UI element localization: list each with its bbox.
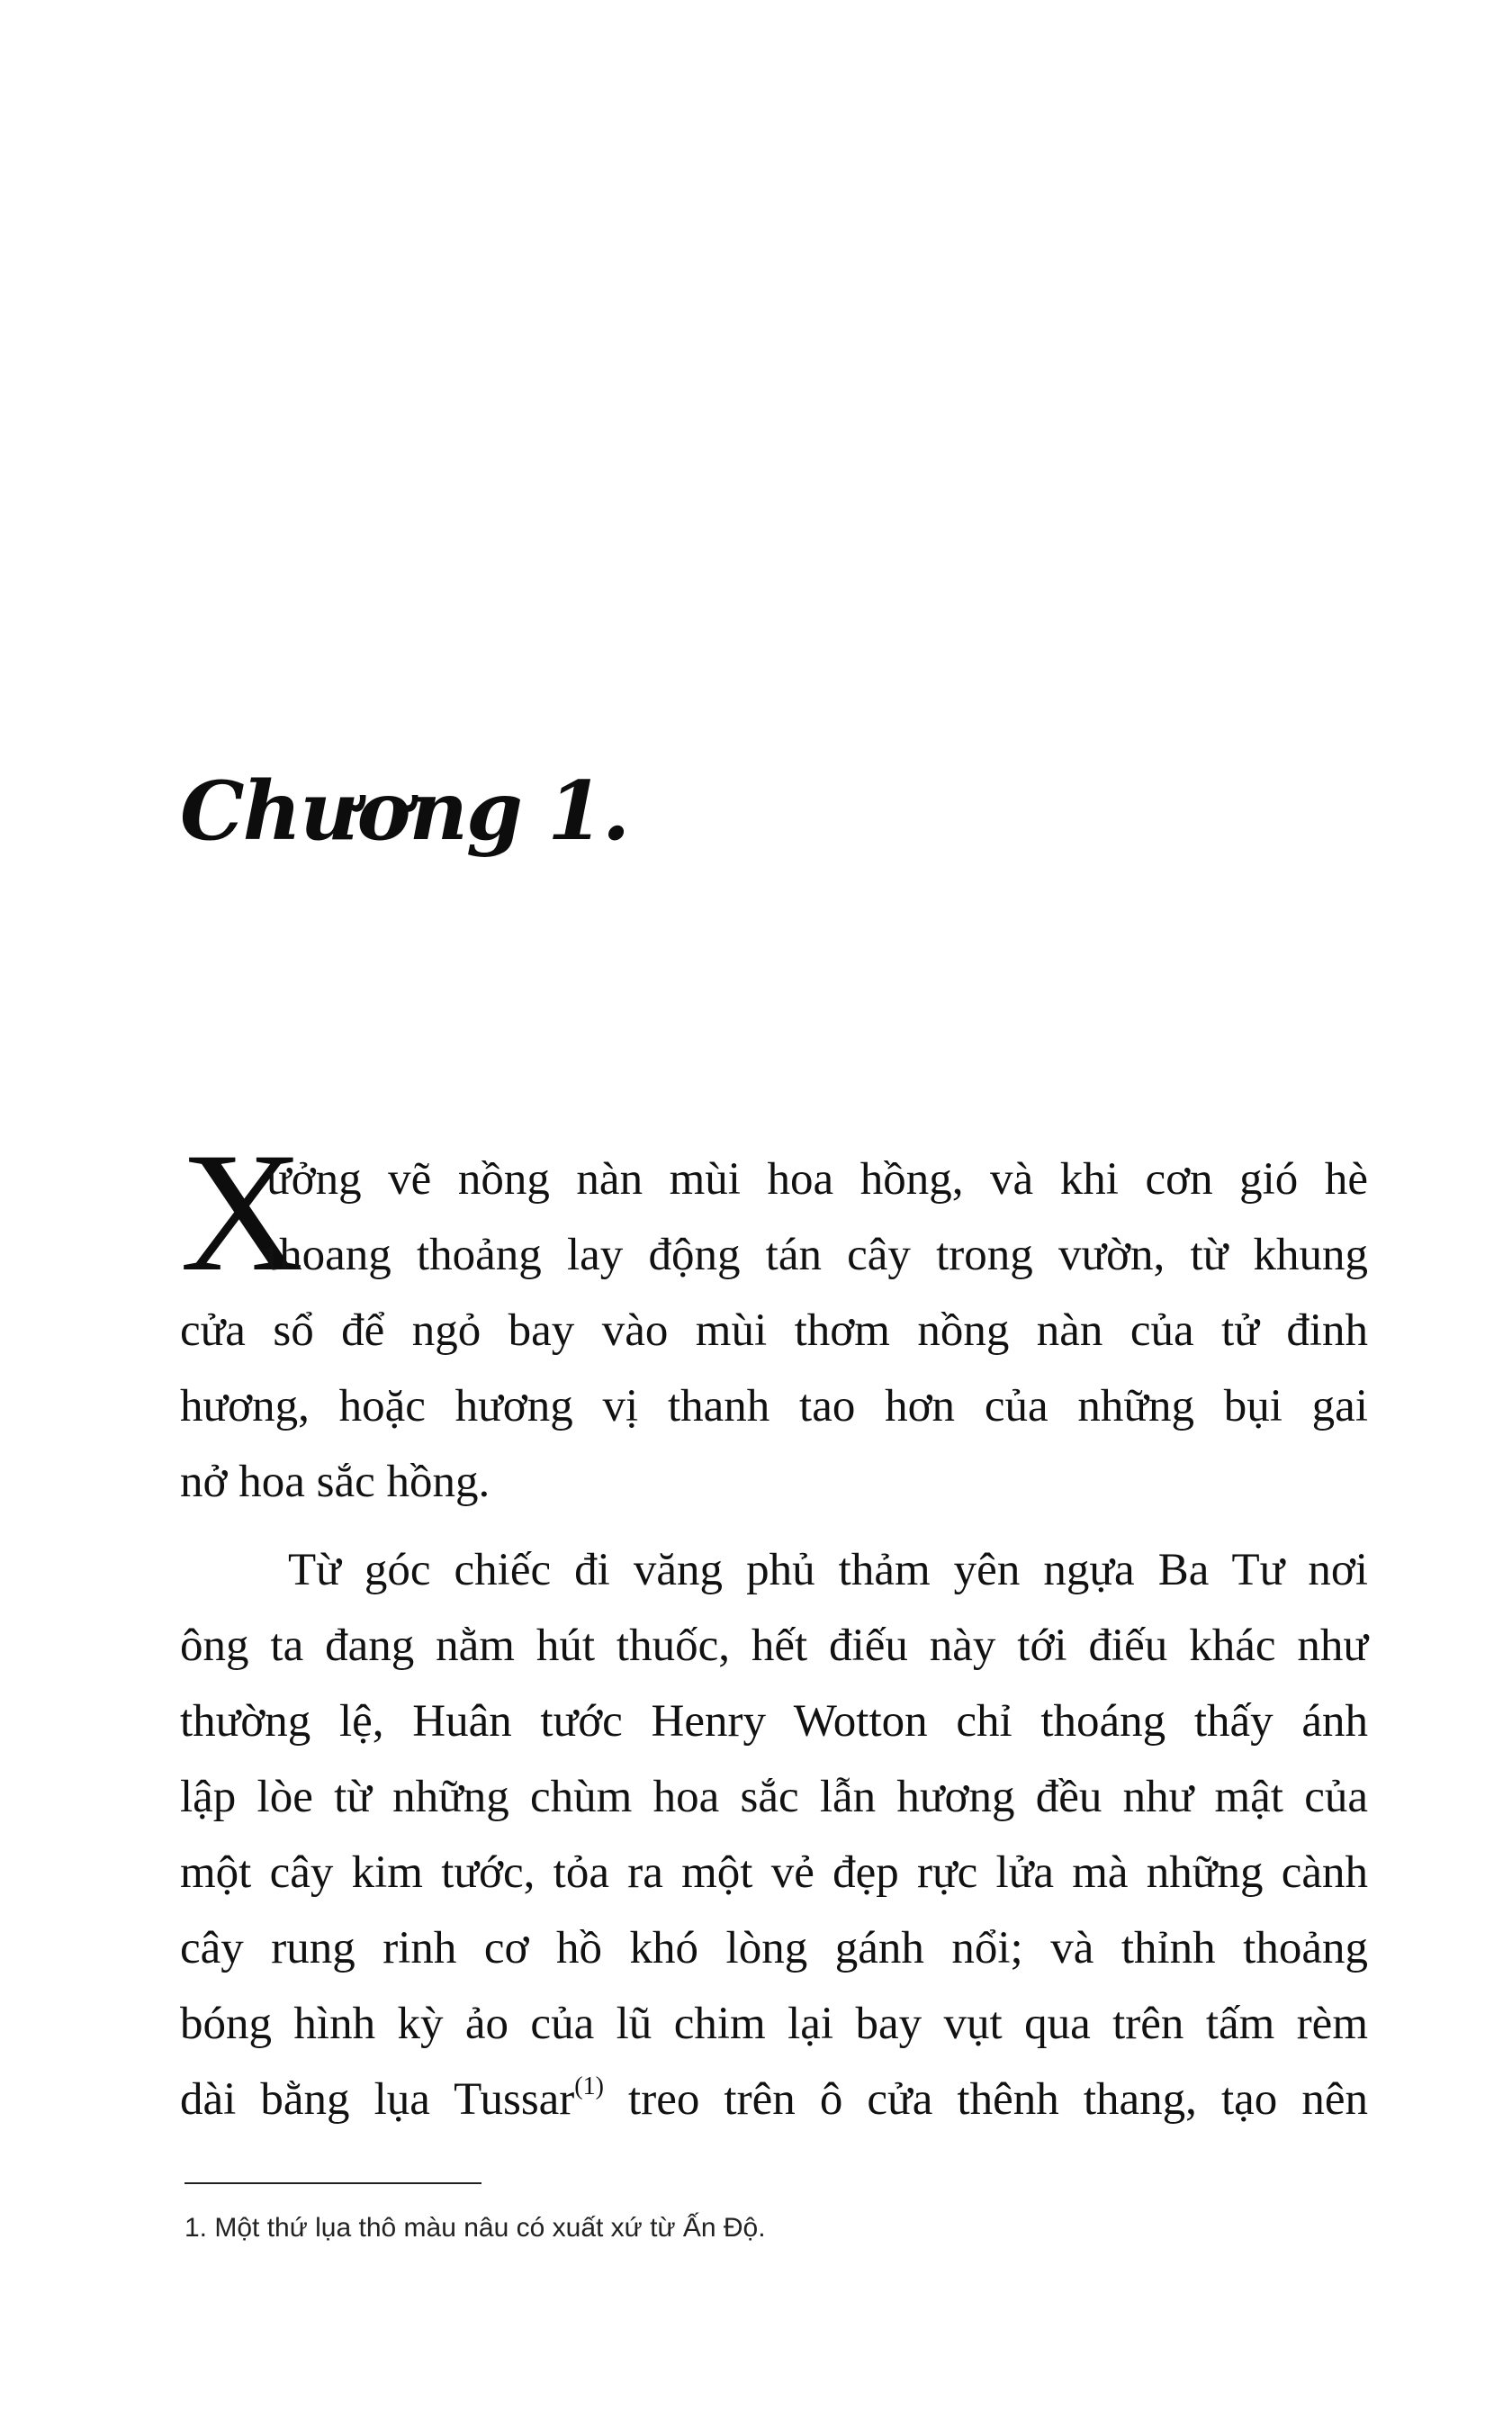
paragraph-2-line: ông ta đang nằm hút thuốc, hết điếu này tới điếu khác như: [180, 1621, 1368, 1671]
paragraph-2-line: một cây kim tước, tỏa ra một vẻ đẹp rực lửa mà những cành: [180, 1847, 1368, 1898]
drop-cap: X: [180, 1118, 304, 1307]
last-line-end: treo trên ô cửa thênh thang, tạo nên: [603, 2074, 1369, 2125]
paragraph-1-line: thoang thoảng lay động tán cây trong vườn, từ khung: [266, 1230, 1368, 1280]
paragraph-1-line: hương, hoặc hương vị thanh tao hơn của những bụi gai: [180, 1381, 1368, 1431]
chapter-title: Chương 1.: [180, 763, 629, 859]
paragraph-2-line: bóng hình kỳ ảo của lũ chim lại bay vụt qua trên tấm rèm: [180, 1999, 1368, 2049]
footnote: 1. Một thứ lụa thô màu nâu có xuất xứ từ Ấn Độ.: [184, 2213, 766, 2243]
paragraph-1-line: cửa sổ để ngỏ bay vào mùi thơm nồng nàn của tử đinh: [180, 1305, 1368, 1356]
paragraph-2: [180, 1532, 1368, 2137]
footnote-reference[interactable]: (1): [574, 2072, 604, 2100]
paragraph-1: [180, 1142, 1368, 1520]
paragraph-2-line: Từ góc chiếc đi văng phủ thảm yên ngựa Ba Tư nơi: [288, 1545, 1368, 1595]
paragraph-2-line: lập lòe từ những chùm hoa sắc lẫn hương đều như mật của: [180, 1772, 1368, 1822]
paragraph-2-line: thường lệ, Huân tước Henry Wotton chỉ thoáng thấy ánh: [180, 1696, 1368, 1747]
footnote-divider: [184, 2182, 482, 2184]
last-line-start: dài bằng lụa Tussar: [180, 2074, 575, 2125]
paragraph-1-line: ưởng vẽ nồng nàn mùi hoa hồng, và khi cơn gió hè: [266, 1154, 1368, 1205]
paragraph-2-line: cây rung rinh cơ hồ khó lòng gánh nổi; và thỉnh thoảng: [180, 1923, 1368, 1973]
paragraph-2-last-line: [180, 2062, 1368, 2137]
paragraph-1-line: nở hoa sắc hồng.: [180, 1457, 490, 1507]
